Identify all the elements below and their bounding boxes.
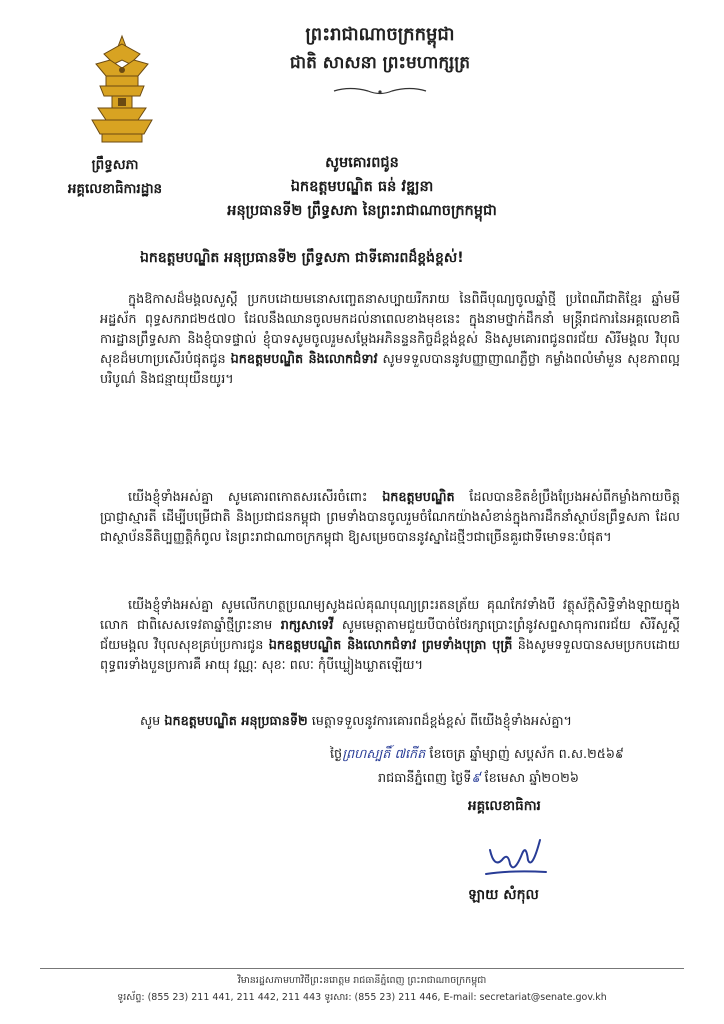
recipient-name: ឯកឧត្តមបណ្ឌិត ធន់ វឌ្ឍនា bbox=[290, 179, 434, 195]
signer-title: អគ្គលេខាធិការ bbox=[468, 798, 541, 814]
handwritten-signature bbox=[482, 830, 552, 880]
footer-contact: ទូរស័ព្ទ: (855 23) 211 441, 211 442, 211 443 ទូរសារ: (855 23) 211 446, E-mail: secretariat@senate.gov.kh bbox=[117, 992, 607, 1003]
header-ornament bbox=[330, 86, 430, 96]
footer-divider bbox=[40, 968, 684, 969]
recipient-salutation: សូមគោរពជូន bbox=[325, 155, 399, 171]
national-motto: ជាតិ សាសនា ព្រះមហាក្សត្រ bbox=[289, 53, 471, 73]
body-paragraph-4: សូម ឯកឧត្តមបណ្ឌិត អនុប្រធានទី២ មេត្តាទទួលនូវការគោរពដ៏ខ្ពង់ខ្ពស់ ពីយើងខ្ញុំទាំងអស់គ្នា។ bbox=[140, 714, 572, 729]
greeting-line: ឯកឧត្តមបណ្ឌិត អនុប្រធានទី២ ព្រឹទ្ធសភា ជាទីគោរពដ៏ខ្ពង់ខ្ពស់! bbox=[140, 250, 464, 266]
body-paragraph-2: យើងខ្ញុំទាំងអស់គ្នា សូមគោរពកោតសរសើរចំពោះ ឯកឧត្តមបណ្ឌិត ដែលបានខិតខំប្រឹងប្រែងអស់ពីកម្លាំងកាយចិត្ត ប្រាជ្ញាស្មារតី ដើម្បីបម្រើជាតិ និងប្រជាជនកម្ពុជា ព្រមទាំងបានចូលរួមចំណែកយ៉ាងសំខាន់ក្នុងការដឹកនាំស្ថាប័នព្រឹទ្ធសភា ដែលជាស្ថាប័ននីតិប្បញ្ញត្តិកំពូល នៃព្រះរាជាណាចក្រកម្ពុជា ឱ្យសម្រេចបាននូវស្នាដៃថ្មីៗជាច្រើនគួរជាទីមោទនៈបំផុត។ bbox=[100, 490, 680, 545]
recipient-position: អនុប្រធានទី២ ព្រឹទ្ធសភា នៃព្រះរាជាណាចក្រកម្ពុជា bbox=[227, 203, 497, 219]
lunar-date-handwritten: ព្រហស្បតិ៍ ៧កើត bbox=[342, 747, 426, 762]
sender-dept: អគ្គលេខាធិការដ្ឋាន bbox=[67, 181, 163, 197]
body-paragraph-3: យើងខ្ញុំទាំងអស់គ្នា សូមលើកហត្ថប្រណម្យសូងដល់គុណបុណ្យព្រះរតនត្រ័យ គុណកែវទាំងបី វត្ថុស័ក្តិសិទ្ធិទាំងឡាយក្នុងលោក ជាពិសេសទេវតាឆ្នាំថ្មីព្រះនាម រាក្សសាទេវី សូមមេត្តាតាមជួយបីបាច់ថែរក្សាប្រោះព្រំនូវសព្ទសាធុការពរជ័យ សិរីសួស្តី ជ័យមង្គល វិបុលសុខគ្រប់ប្រការជូន ឯកឧត្តមបណ្ឌិត និងលោកជំទាវ ព្រមទាំងបុត្រា បុត្រី និងសូមទទួលបានសមប្រកបដោយពុទ្ធពរទាំងបួនប្រការគឺ អាយុ វណ្ណៈ សុខៈ ពលៈ កុំបីឃ្លៀងឃ្លាតឡើយ។ bbox=[100, 598, 680, 673]
sender-org: ព្រឹទ្ធសភា bbox=[91, 157, 139, 173]
signer-name: ឡាយ សំកុល bbox=[468, 887, 539, 903]
solar-day-handwritten: ៩ bbox=[471, 771, 481, 786]
footer-address: វិមានរដ្ឋសភាមហាវិថីព្រះនរោត្តម រាជធានីភ្នំពេញ ព្រះរាជាណាចក្រកម្ពុជា bbox=[237, 975, 487, 986]
kingdom-title: ព្រះរាជាណាចក្រកម្ពុជា bbox=[305, 24, 455, 45]
solar-date: រាជធានីភ្នំពេញ ថ្ងៃទី៩ ខែមេសា ឆ្នាំ២០២៦ bbox=[378, 771, 579, 786]
senate-emblem-icon bbox=[82, 34, 162, 144]
lunar-date: ថ្ងៃព្រហស្បតិ៍ ៧កើត ខែចេត្រ ឆ្នាំម្សាញ់ សប្តស័ក ព.ស.២៥៦៩ bbox=[330, 747, 624, 762]
body-paragraph-1: ក្នុងឱកាសដ៏មង្គលសួស្តី ប្រកបដោយមនោសញ្ចេតនាសប្បាយរីករាយ នៃពិធីបុណ្យចូលឆ្នាំថ្មី ប្រពៃណីជាតិខ្មែរ ឆ្នាំមមី អដ្ឋស័ក ពុទ្ធសករាជ២៥៧០ ដែលនឹងឈានចូលមកដល់នាពេលខាងមុខនេះ ក្នុងនាមថ្នាក់ដឹកនាំ មន្ត្រីរាជការនៃអគ្គលេខាធិការដ្ឋានព្រឹទ្ធសភា និងខ្ញុំបាទផ្ទាល់ ខ្ញុំបាទសូមចូលរួមសម្តែងអភិនន្ទនកិច្ចដ៏ខ្ពង់ខ្ពស់ និងសូមគោរពជូនពរជ័យ សិរីមង្គល វិបុលសុខដ៏មហាប្រសើរបំផុតជូន ឯកឧត្តមបណ្ឌិត និងលោកជំទាវ សូមទទួលបាននូវបញ្ញាញាណភ្លឺថ្លា កម្លាំងពលំមាំមួន សុខភាពល្អបរិបូណ៌ និងជន្មាយុយឺនយូរ។ bbox=[100, 292, 680, 387]
